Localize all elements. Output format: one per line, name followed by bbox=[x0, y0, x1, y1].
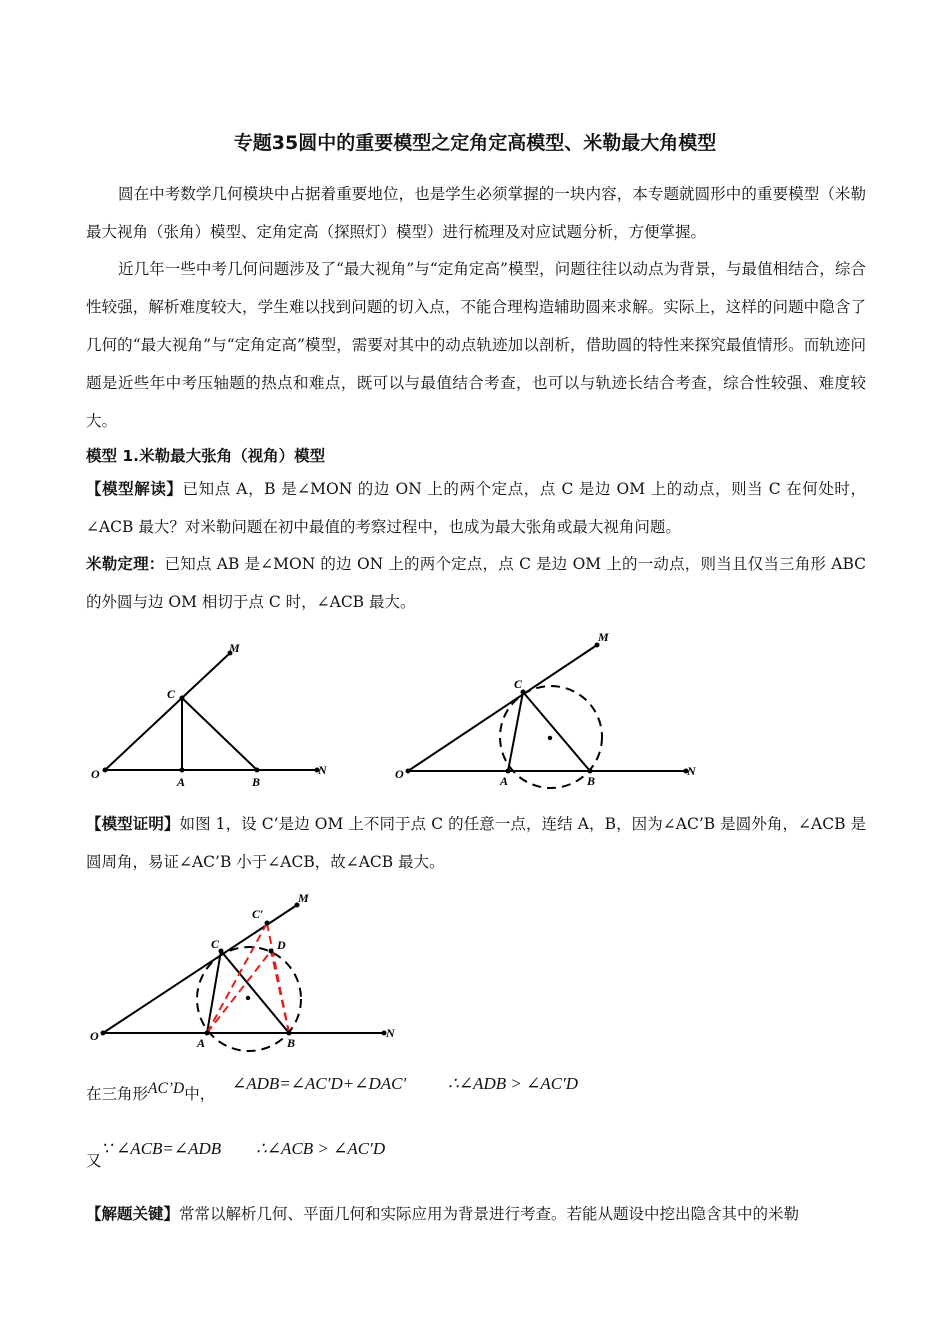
theorem-text: 已知点 AB 是∠MON 的边 ON 上的两个定点，点 C 是边 OM 上的一动点，则当且仅当三角形 ABC 的外圆与边 OM 相切于点 C 时，∠ACB 最大。 bbox=[86, 555, 866, 611]
equation-2: ∵ ∠ACB=∠ADB bbox=[101, 1139, 222, 1158]
segment-AD bbox=[207, 951, 271, 1033]
equation-1: ∠ADB=∠AC′D+∠DAC′ bbox=[232, 1074, 407, 1093]
label-C: C bbox=[514, 677, 523, 691]
model1-heading: 模型 1.米勒最大张角（视角）模型 bbox=[86, 447, 326, 465]
theorem-label: 米勒定理： bbox=[86, 555, 165, 573]
label-A: A bbox=[197, 1036, 206, 1050]
equation-1-result: ∴∠ADB > ∠AC′D bbox=[448, 1074, 579, 1093]
tri-prefix: 在三角形 bbox=[86, 1085, 149, 1103]
label-O: O bbox=[90, 1029, 99, 1043]
intro-paragraph-2: 近几年一些中考几何问题涉及了“最大视角”与“定角定高”模型，问题往往以动点为背景，与最值相结合，综合性较强，解析难度较大，学生难以找到问题的切入点，不能合理构造辅助圆来求解。实际上，这样的问题中隐含了几何的“最大视角”与“定角定高”模型，需要对其中的动点轨迹加以剖析，借助圆的特性来探究最值情形。而轨迹问题是近些年中考压轴题的热点和难点，既可以与最值结合考查，也可以与轨迹长结合考查，综合性较强、难度较大。 bbox=[86, 260, 866, 430]
label-N: N bbox=[386, 1026, 395, 1040]
label-B: B bbox=[252, 775, 261, 789]
intro-paragraph-1: 圆在中考数学几何模块中占据着重要地位，也是学生必须掌握的一块内容，本专题就圆形中的重要模型（米勒最大视角（张角）模型、定角定高（探照灯）模型）进行梳理及对应试题分析，方便掌握。 bbox=[86, 185, 866, 241]
miller-theorem bbox=[86, 545, 866, 621]
proof-text: 如图 1，设 C’是边 OM 上不同于点 C 的任意一点，连结 A，B，因为∠AC’B 是圆外角，∠ACB 是圆周角，易证∠AC’B 小于∠ACB，故∠ACB 最大。 bbox=[86, 815, 866, 871]
ray-OM bbox=[105, 653, 230, 770]
label-C: C bbox=[211, 937, 220, 951]
label-O: O bbox=[91, 767, 100, 781]
triangle-statement bbox=[86, 1082, 215, 1104]
key-label: 【解题关键】 bbox=[86, 1205, 180, 1223]
label-N: N bbox=[318, 763, 327, 777]
figure-proof bbox=[85, 885, 415, 1060]
label-A: A bbox=[500, 774, 509, 788]
segment-CB bbox=[221, 951, 289, 1033]
label-B: B bbox=[587, 774, 596, 788]
label-D: D bbox=[277, 938, 286, 952]
key-text: 常常以解析几何、平面几何和实际应用为背景进行考查。若能从题设中挖出隐含其中的米勒 bbox=[179, 1205, 800, 1223]
segment-CB bbox=[523, 692, 590, 771]
solution-key bbox=[86, 1195, 866, 1233]
proof-label: 【模型证明】 bbox=[86, 815, 180, 833]
interpretation-label: 【模型解读】 bbox=[86, 480, 183, 498]
figure-left-triangle bbox=[85, 640, 345, 790]
label-M: M bbox=[298, 891, 309, 905]
label-O: O bbox=[395, 767, 404, 781]
label-M: M bbox=[598, 630, 609, 644]
label-N: N bbox=[687, 764, 696, 778]
equation-2-result: ∴∠ACB > ∠AC′D bbox=[256, 1139, 386, 1158]
ray-OM bbox=[408, 645, 597, 771]
figure-right-circle bbox=[390, 625, 720, 795]
label-M: M bbox=[229, 641, 240, 655]
interpretation-text: 已知点 A，B 是∠MON 的边 ON 上的两个定点，点 C 是边 OM 上的动点，则当 C 在何处时，∠ACB 最大？对米勒问题在初中最值的考察过程中，也成为最大张角或最大视角问题。 bbox=[86, 480, 866, 536]
segment-CB bbox=[182, 698, 257, 770]
tri-suffix: 中， bbox=[184, 1085, 216, 1103]
model-interpretation bbox=[86, 470, 866, 546]
model-proof bbox=[86, 805, 866, 881]
label-B: B bbox=[287, 1036, 296, 1050]
label-C: C bbox=[167, 687, 176, 701]
page-title: 专题35圆中的重要模型之定角定高模型、米勒最大角模型 bbox=[233, 132, 717, 154]
tri-name: AC’D bbox=[148, 1080, 185, 1097]
also-label: 又 bbox=[86, 1152, 102, 1170]
label-C-prime: C′ bbox=[252, 907, 264, 921]
label-A: A bbox=[177, 775, 186, 789]
